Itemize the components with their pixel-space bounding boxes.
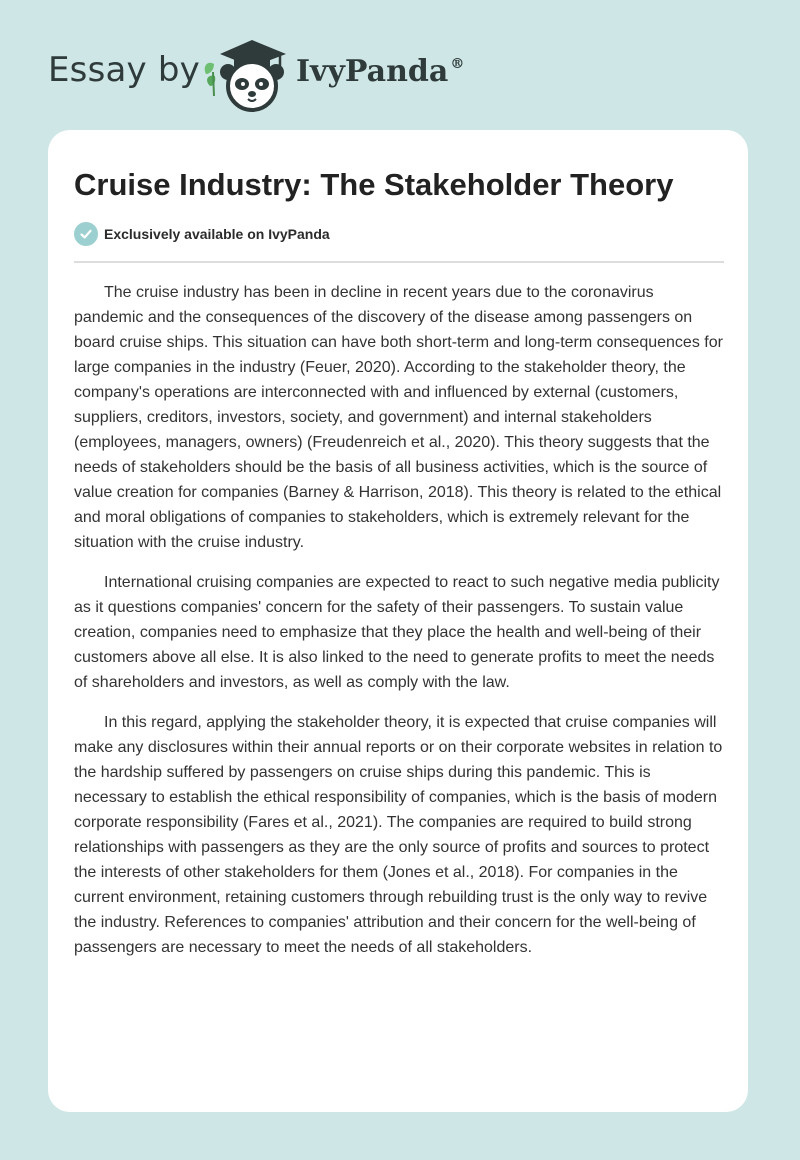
registered-mark: ® <box>450 56 465 72</box>
brand-name-text: IvyPanda <box>296 54 449 89</box>
brand-prefix: Essay by <box>48 50 200 90</box>
paragraph: International cruising companies are expected to react to such negative media publicity as it questions companies' concern for the safety of their passengers. To sustain value creation, companies need to emphasize that they place the health and well-being of their customers above all else. It is also linked to the need to generate profits to meet the needs of shareholders and investors, as well as comply with the law. <box>74 574 720 691</box>
site-header <box>0 0 800 120</box>
paragraph: The cruise industry has been in decline in recent years due to the coronavirus pandemic and the consequences of the discovery of the disease among passengers on board cruise ships. This situation can have both short-term and long-term consequences for large companies in the industry (Feuer, 2020). According to the stakeholder theory, the company's operations are interconnected with and influenced by external (customers, suppliers, creditors, investors, society, and government) and internal stakeholders (employees, managers, owners) (Freudenreich et al., 2020). This theory suggests that the needs of stakeholders should be the basis of all business activities, which is the source of value creation for companies (Barney & Harrison, 2018). This theory is related to the ethical and moral obligations of companies to stakeholders, which is extremely relevant for the situation with the cruise industry. <box>74 284 723 551</box>
essay-card <box>48 130 748 1112</box>
panda-graduate-icon[interactable] <box>200 34 292 112</box>
paragraph: In this regard, applying the stakeholder theory, it is expected that cruise companies will make any disclosures within their annual reports or on their corporate websites in relation to the hardship suffered by passengers on cruise ships during this pandemic. This is necessary to establish the ethical responsibility of companies, which is the basis of modern corporate responsibility (Fares et al., 2021). The companies are required to build strong relationships with passengers as they are the only source of profits and sources to protect the interests of other stakeholders for them (Jones et al., 2018). For companies in the current environment, retaining customers through rebuilding trust is the only way to revive the industry. References to companies' attribution and their concern for the well-being of passengers are necessary to meet the needs of all stakeholders. <box>74 714 723 956</box>
page-title: Cruise Industry: The Stakeholder Theory <box>74 167 674 202</box>
divider <box>74 261 724 263</box>
badge-text: Exclusively available on IvyPanda <box>104 226 330 242</box>
exclusive-badge <box>74 222 330 246</box>
check-icon <box>74 222 98 246</box>
essay-body <box>74 280 726 975</box>
brand-name[interactable] <box>296 54 464 89</box>
